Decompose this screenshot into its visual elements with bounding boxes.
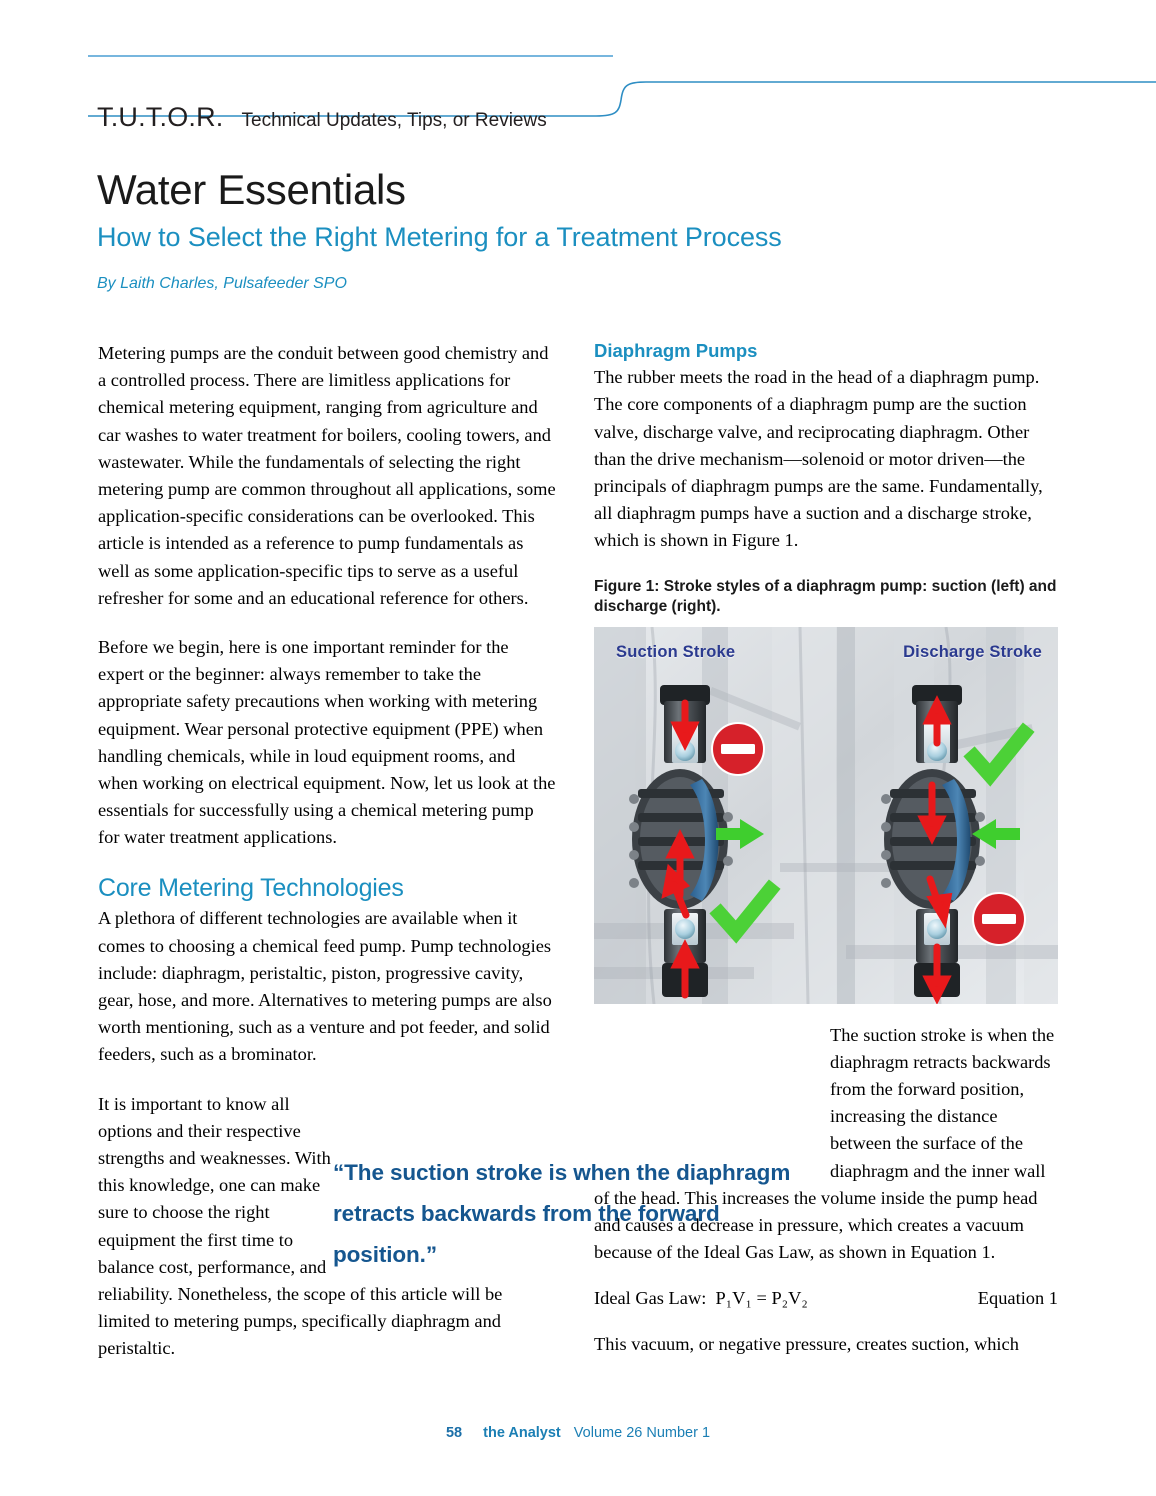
- no-entry-sign-right: [972, 892, 1026, 946]
- article-byline: By Laith Charles, Pulsafeeder SPO: [97, 274, 347, 292]
- equation-line: [594, 1288, 808, 1309]
- equation-row: [594, 1288, 1058, 1309]
- right-paragraph-1: The rubber meets the road in the head of a diaphragm pump. The core components of a diaphragm pump are the suction valve, discharge valve, and reciprocating diaphragm. Other than the drive mechanism—solenoid or motor driven—the principals of diaphragm pumps are the same. Fundamentally, all diaphragm pumps have a suction and a discharge stroke, which is shown in Figure 1.: [594, 367, 1043, 551]
- figure-1-illustration: [594, 627, 1058, 1004]
- equation-number: Equation 1: [977, 1288, 1058, 1309]
- figure-label-suction-stroke: Suction Stroke: [616, 642, 736, 661]
- pull-quote: “The suction stroke is when the diaphragm retracts backwards from the forward position.”: [333, 1160, 791, 1267]
- tutor-subtitle: Technical Updates, Tips, or Reviews: [241, 110, 547, 131]
- equation-label: Ideal Gas Law:: [594, 1288, 707, 1309]
- footer-volume-issue: Volume 26 Number 1: [573, 1425, 711, 1441]
- left-paragraph-2: Before we begin, here is one important reminder for the expert or the beginner: always remember to take the appropriate safety precautions when working with metering equipment. Wear personal protective equipment (PPE) when handling chemicals, while in loud equipment rooms, and when working on electrical equipment. Now, let us look at the essentials for successfully using a chemical metering pump for water treatment applications.: [98, 637, 556, 848]
- right-wrap-region: [594, 1022, 1058, 1267]
- right-paragraph-2: The suction stroke is when the diaphragm retracts backwards from the forward position, increasing the distance between the surface of the diaphragm and the inner wall of the head. This increases the volume inside the pump head and causes a decrease in pressure, which creates a vacuum because of the Ideal Gas Law, as shown in Equation 1.: [594, 1024, 1055, 1263]
- tutor-mark: T.U.T.O.R.: [97, 102, 224, 132]
- equation-body: P₁V₁ = P₂V₂: [715, 1288, 808, 1309]
- left-paragraph-4: It is important to know all options and their respective strengths and weaknesses. With this knowledge, one can make sure to choose the right equipment the first time to balance cost, performance, and reliability. Nonetheless, the scope of this article will be limited to metering pumps, specifically diaphragm and peristaltic.: [98, 1093, 503, 1359]
- page-title: Water Essentials: [97, 166, 406, 213]
- article-subtitle: How to Select the Right Metering for a Treatment Process: [97, 221, 782, 252]
- left-paragraph-3: A plethora of different technologies are available when it comes to choosing a chemical feed pump. Pump technologies include: diaphragm, peristaltic, piston, progressive cavity, gear, hose, and more. Alternatives to metering pumps are also worth mentioning, such as a venture and pot feeder, and solid feeders, such as a brominator.: [98, 908, 552, 1065]
- title-block: [97, 168, 1057, 293]
- footer-page-number: 58: [445, 1425, 463, 1441]
- right-paragraph-3: This vacuum, or negative pressure, creates suction, which: [594, 1334, 1019, 1355]
- figure-caption: Figure 1: Stroke styles of a diaphragm pump: suction (left) and discharge (right).: [594, 577, 1057, 615]
- footer-publication: the Analyst: [483, 1425, 561, 1441]
- header-label-group: [97, 102, 547, 133]
- section-heading-core-metering: Core Metering Technologies: [98, 873, 404, 902]
- left-paragraph-1: Metering pumps are the conduit between good chemistry and a controlled process. There are limitless applications for chemical metering equipment, ranging from agriculture and car washes to water treatment for boilers, cooling towers, and wastewater. While the fundamentals of selecting the right metering pump are common throughout all applications, some application-specific considerations can be overlooked. This article is intended as a reference to pump fundamentals as well as some application-specific tips to serve as a useful refresher for some and an educational reference for others.: [98, 343, 556, 608]
- page-footer: [0, 1425, 1156, 1441]
- right-column: [594, 340, 1058, 1381]
- page-header: [0, 40, 1156, 150]
- header-rule-decoration: [0, 40, 1156, 150]
- subsection-heading-diaphragm-pumps: Diaphragm Pumps: [594, 340, 758, 361]
- figure-label-discharge-stroke: Discharge Stroke: [903, 642, 1042, 661]
- figure-1-diaphragm-stroke-styles: [594, 627, 1058, 1004]
- no-entry-sign-left: [711, 722, 765, 776]
- pullquote-wrap-spacer-right: [594, 1022, 830, 1172]
